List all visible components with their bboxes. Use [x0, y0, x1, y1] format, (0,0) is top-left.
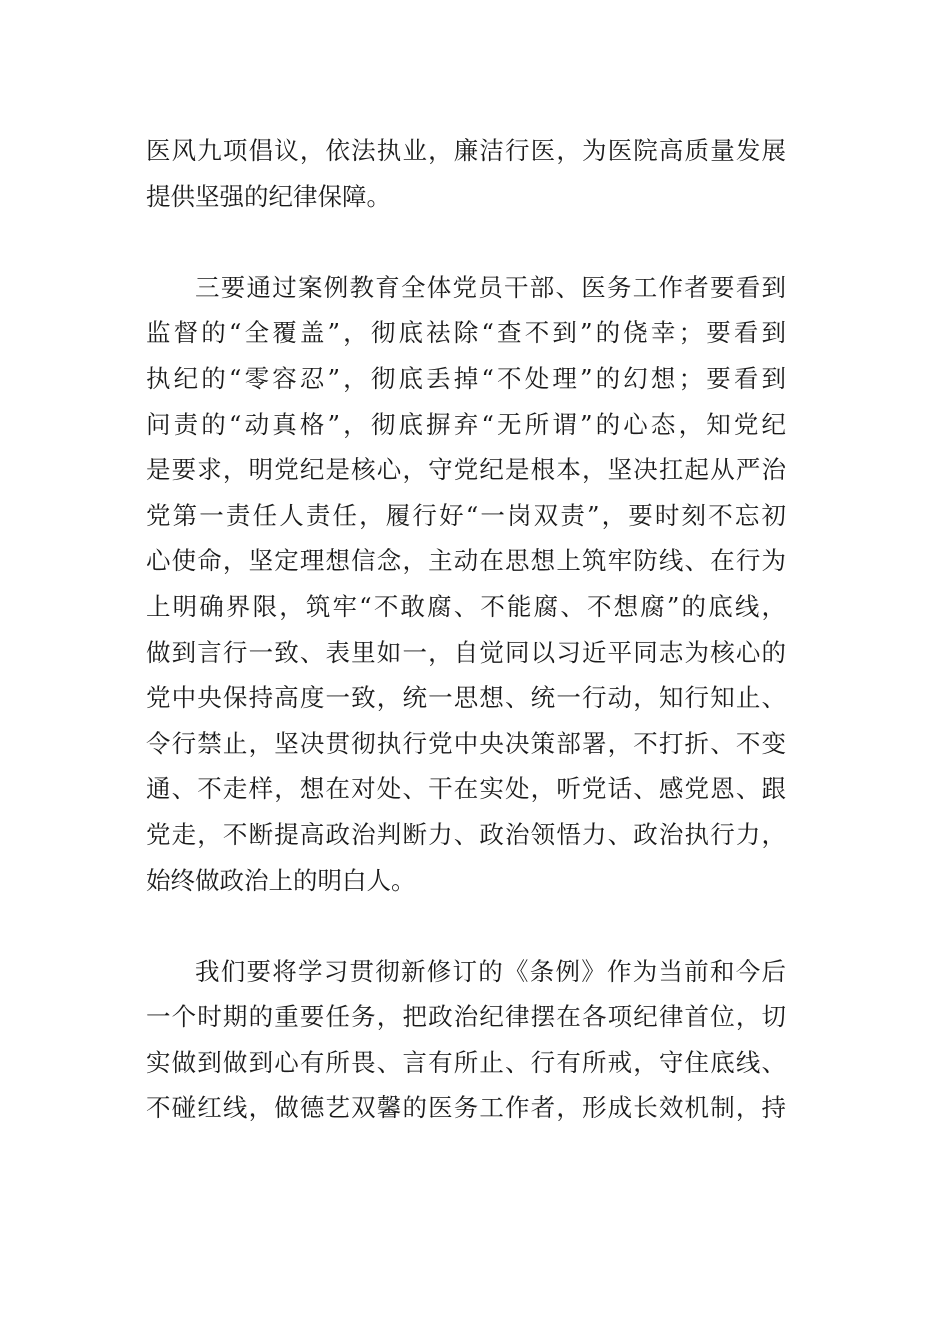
- text-line: 实做到做到心有所畏、言有所止、行有所戒，守住底线、: [146, 1047, 786, 1077]
- text-line: 一个时期的重要任务，把政治纪律摆在各项纪律首位，切: [146, 1002, 786, 1032]
- text-line: 通、不走样，想在对处、干在实处，听党话、感党恩、跟: [146, 774, 786, 804]
- text-line: 监督的“全覆盖”，彻底祛除“查不到”的侥幸；要看到: [146, 318, 786, 348]
- text-line: 医风九项倡议，依法执业，廉洁行医，为医院高质量发展: [146, 136, 786, 165]
- text-line: 令行禁止，坚决贯彻执行党中央决策部署，不打折、不变: [146, 728, 786, 758]
- text-line: 做到言行一致、表里如一，自觉同以习近平同志为核心的: [146, 637, 786, 667]
- text-line: 三要通过案例教育全体党员干部、医务工作者要看到: [195, 272, 786, 302]
- text-line: 党第一责任人责任，履行好“一岗双责”，要时刻不忘初: [146, 500, 786, 530]
- paragraph-spacer: [146, 219, 786, 265]
- text-line: 问责的“动真格”，彻底摒弃“无所谓”的心态，知党纪: [146, 409, 786, 439]
- paragraph-3: [146, 949, 786, 1131]
- text-line: 不碰红线，做德艺双馨的医务工作者，形成长效机制，持: [146, 1093, 786, 1123]
- paragraph-spacer: [146, 903, 786, 949]
- text-line: 党中央保持高度一致，统一思想、统一行动，知行知止、: [146, 683, 786, 713]
- text-line: 执纪的“零容忍”，彻底丢掉“不处理”的幻想；要看到: [146, 363, 786, 393]
- paragraph-1: [146, 128, 786, 219]
- text-line: 党走，不断提高政治判断力、政治领悟力、政治执行力，: [146, 819, 786, 849]
- document-body: [146, 128, 786, 1131]
- text-line: 我们要将学习贯彻新修订的《条例》作为当前和今后: [195, 956, 786, 986]
- text-line: 是要求，明党纪是核心，守党纪是根本，坚决扛起从严治: [146, 455, 786, 485]
- paragraph-2: [146, 265, 786, 903]
- text-line: 始终做政治上的明白人。: [146, 865, 416, 895]
- text-line: 上明确界限，筑牢“不敢腐、不能腐、不想腐”的底线，: [146, 591, 786, 621]
- text-line: 提供坚强的纪律保障。: [146, 181, 391, 211]
- text-line: 心使命，坚定理想信念，主动在思想上筑牢防线、在行为: [146, 546, 786, 576]
